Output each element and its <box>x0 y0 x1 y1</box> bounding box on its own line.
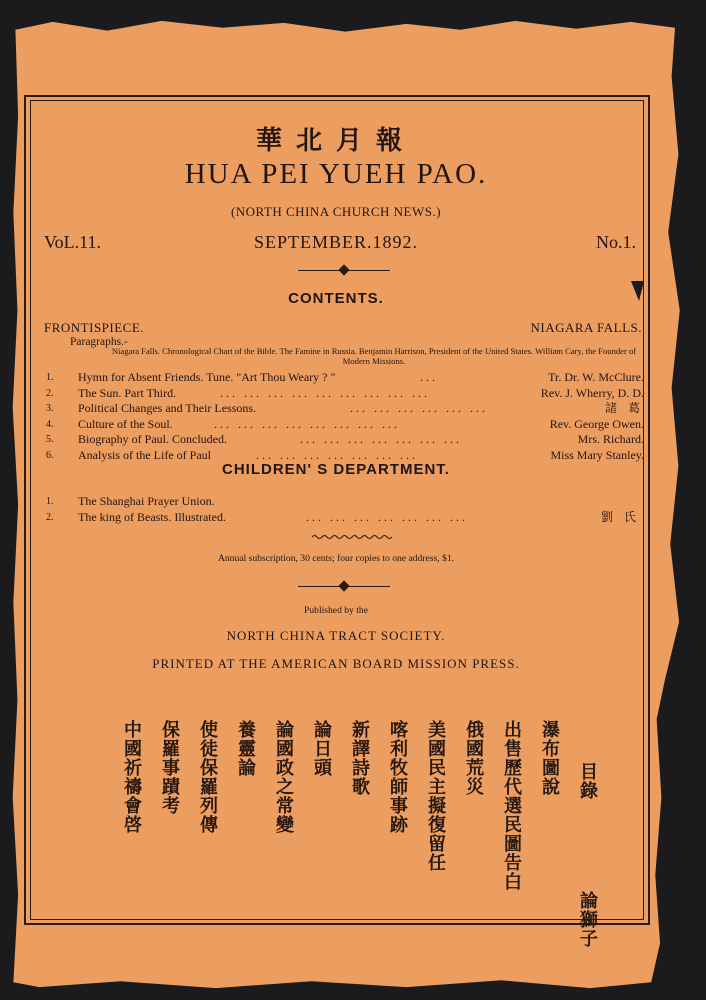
item-number: 1. <box>46 496 54 507</box>
issue-number: No.1. <box>596 232 636 252</box>
item-title: Hymn for Absent Friends. Tune. "Art Thou Weary ? " <box>78 370 336 384</box>
chinese-toc-item: 新譯詩歌 <box>349 720 370 796</box>
item-author: 劉 氏 <box>600 509 640 524</box>
paragraphs-text: Niagara Falls. Chronological Chart of the Bible. The Famine in Russia. Benjamin Harrison, President of the United States. William Cary, the Founder of Modern Missions. <box>111 346 637 366</box>
chinese-toc-item: 保羅事蹟考 <box>159 720 180 815</box>
contents-list <box>44 370 644 463</box>
frontispiece-label: FRONTISPIECE. <box>44 320 145 335</box>
divider-ornament <box>298 582 390 590</box>
paragraphs-label: Paragraphs.- <box>70 336 128 348</box>
item-number: 1. <box>46 372 54 383</box>
item-title: The Shanghai Prayer Union. <box>78 494 215 508</box>
wavy-divider <box>312 534 392 540</box>
item-title: Analysis of the Life of Paul <box>78 447 211 462</box>
item-number: 2. <box>46 387 54 399</box>
item-author: Mrs. Richard. <box>577 432 644 446</box>
issue-date: SEPTEMBER.1892. <box>253 232 419 252</box>
chinese-toc-heading: 目錄 <box>577 762 598 800</box>
contents-row <box>44 370 644 386</box>
children-row <box>44 494 640 510</box>
leader-dots: ... ... ... ... ... ... ... ... <box>214 416 400 431</box>
chinese-title: 華北月報 <box>255 126 416 156</box>
contents-row <box>44 401 644 417</box>
leader-dots: ... <box>420 370 438 384</box>
chinese-toc-item: 論獅子 <box>577 891 598 948</box>
item-number: 3. <box>46 403 54 414</box>
subscription-note: Annual subscription, 30 cents; four copies to one address, $1. <box>217 553 455 564</box>
contents-heading: CONTENTS. <box>288 290 384 307</box>
chinese-toc-item: 美國民主擬復留任 <box>425 720 446 872</box>
item-number: 6. <box>46 449 54 461</box>
chinese-toc-item: 論日頭 <box>311 720 332 777</box>
page-title: HUA PEI YUEH PAO. <box>184 158 488 190</box>
printer-line: PRINTED AT THE AMERICAN BOARD MISSION PRESS. <box>152 656 520 671</box>
frontispiece-value: NIAGARA FALLS. <box>530 320 642 335</box>
children-row <box>44 510 640 526</box>
children-list <box>44 494 640 525</box>
volume-label: VoL.11. <box>44 232 102 252</box>
item-title: The Sun. Part Third. <box>78 385 177 400</box>
contents-row <box>44 432 644 448</box>
chinese-toc-item: 出售歷代選民圖告白 <box>501 720 522 891</box>
chinese-toc-item: 俄國荒災 <box>463 720 484 796</box>
item-author: 諸 葛 <box>604 401 644 415</box>
chinese-contents <box>100 720 600 948</box>
published-by: Published by the <box>304 605 368 616</box>
chinese-toc-item: 養靈論 <box>235 720 256 777</box>
item-title: Biography of Paul. Concluded. <box>78 432 227 446</box>
children-heading: CHILDREN' S DEPARTMENT. <box>222 461 450 478</box>
item-author: Rev. J. Wherry, D. D. <box>540 385 644 400</box>
leader-dots: ... ... ... ... ... ... <box>350 401 488 415</box>
chinese-toc-item: 瀑布圖說 <box>539 720 560 796</box>
item-number: 2. <box>46 511 54 523</box>
publisher-name: NORTH CHINA TRACT SOCIETY. <box>226 628 446 643</box>
leader-dots: ... ... ... ... ... ... ... <box>306 509 468 524</box>
leader-dots: ... ... ... ... ... ... ... <box>300 432 462 446</box>
chinese-toc-item: 喀利牧師事跡 <box>387 720 408 834</box>
item-title: Political Changes and Their Lessons. <box>78 401 257 415</box>
chinese-toc-item: 中國祈禱會啓 <box>121 720 142 834</box>
subtitle: (NORTH CHINA CHURCH NEWS.) <box>230 204 442 219</box>
item-number: 5. <box>46 434 54 445</box>
item-title: The king of Beasts. Illustrated. <box>78 509 226 524</box>
contents-row <box>44 386 644 402</box>
item-author: Tr. Dr. W. McClure. <box>548 370 644 384</box>
item-number: 4. <box>46 418 54 430</box>
item-author: Rev. George Owen. <box>549 416 644 431</box>
chinese-toc-item: 論國政之常變 <box>273 720 294 834</box>
leader-dots: ... ... ... ... ... ... ... ... ... <box>220 385 430 400</box>
item-author: Miss Mary Stanley. <box>550 447 644 462</box>
leader-dots: ... ... ... ... ... ... ... <box>256 447 418 462</box>
item-title: Culture of the Soul. <box>78 416 173 431</box>
contents-row <box>44 417 644 433</box>
divider-ornament <box>298 266 390 274</box>
chinese-toc-item: 使徒保羅列傳 <box>197 720 218 834</box>
